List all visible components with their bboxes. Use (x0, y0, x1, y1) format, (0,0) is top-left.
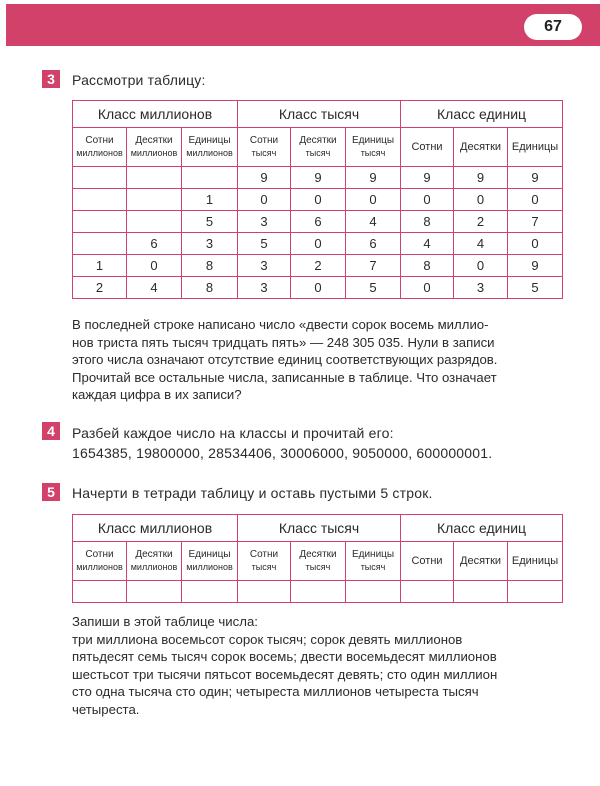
table-cell: 6 (127, 233, 182, 255)
table-cell: 2 (291, 255, 346, 277)
table-cell: 6 (291, 211, 346, 233)
task-3-title: Рассмотри таблицу: (72, 72, 206, 88)
column-header-bottom: миллионов (130, 562, 178, 572)
class-units-header: Класс единиц (401, 515, 563, 542)
empty-cell (238, 581, 291, 603)
class-millions-header: Класс миллионов (73, 101, 238, 128)
column-header (401, 128, 454, 167)
column-header-top: Сотни (85, 549, 114, 560)
column-header-top: Единицы (511, 555, 559, 567)
table-row (73, 255, 563, 277)
column-header-top: Десятки (299, 135, 337, 146)
empty-cell (73, 581, 127, 603)
table-cell: 0 (508, 189, 563, 211)
table-cell (127, 167, 182, 189)
column-header-bottom: тысяч (251, 148, 277, 158)
column-header (454, 542, 508, 581)
table-row (73, 189, 563, 211)
table-cell: 5 (182, 211, 238, 233)
table-cell: 8 (401, 255, 454, 277)
column-header-top: Десятки (135, 549, 173, 560)
column-header (508, 542, 563, 581)
column-header (401, 542, 454, 581)
column-header-bottom: миллионов (186, 148, 233, 158)
table-cell: 0 (508, 233, 563, 255)
table-cell: 3 (238, 255, 291, 277)
table-cell: 9 (346, 167, 401, 189)
column-header-bottom: миллионов (130, 148, 178, 158)
column-header-bottom: миллионов (76, 148, 123, 158)
empty-cell (346, 581, 401, 603)
task-4-title: Разбей каждое число на классы и прочитай его: (72, 425, 394, 441)
task-4-numbers: 1654385, 19800000, 28534406, 30006000, 9050000, 600000001. (72, 445, 493, 461)
table-cell: 4 (346, 211, 401, 233)
table-cell (182, 167, 238, 189)
column-header-bottom: тысяч (360, 148, 386, 158)
column-header-top: Сотни (411, 555, 443, 567)
paragraph-line: нов триста пять тысяч тридцать пять» — 248 305 035. Нули в записи (72, 334, 495, 350)
table-cell: 5 (238, 233, 291, 255)
paragraph-line: Запиши в этой таблице числа: (72, 614, 258, 629)
column-header-top: Единицы (511, 141, 559, 153)
table-cell: 0 (291, 189, 346, 211)
table-cell (73, 189, 127, 211)
column-header-bottom: тысяч (305, 562, 331, 572)
column-header-top: Сотни (85, 135, 114, 146)
empty-cell (127, 581, 182, 603)
table-cell: 9 (238, 167, 291, 189)
column-header (73, 128, 127, 167)
empty-cell (401, 581, 454, 603)
table-cell: 9 (291, 167, 346, 189)
column-header-top: Единицы (188, 549, 231, 560)
table-cell: 0 (346, 189, 401, 211)
paragraph-line: этого числа означают отсутствие единиц соответствующих разрядов. (72, 352, 498, 367)
paragraph-line: сто одна тысяча сто один; четыреста миллионов четыреста тысяч (72, 684, 479, 699)
table-cell: 6 (346, 233, 401, 255)
column-header-top: Десятки (460, 141, 502, 153)
column-header-top: Десятки (135, 135, 173, 146)
column-header-top: Единицы (188, 135, 231, 146)
paragraph-line: три миллиона восемьсот сорок тысяч; сорок девять миллионов (72, 631, 463, 647)
column-header-top: Десятки (460, 555, 502, 567)
paragraph-line: каждая цифра в их записи? (72, 387, 242, 402)
table-cell: 9 (401, 167, 454, 189)
empty-cell (182, 581, 238, 603)
table-cell: 0 (127, 255, 182, 277)
table-cell: 0 (454, 189, 508, 211)
column-header-top: Десятки (299, 549, 337, 560)
table-row (73, 277, 563, 299)
column-header (238, 542, 291, 581)
column-header (291, 128, 346, 167)
class-units-header: Класс единиц (401, 101, 563, 128)
table-cell: 5 (508, 277, 563, 299)
table-cell: 7 (508, 211, 563, 233)
table-cell: 8 (182, 255, 238, 277)
table-cell: 8 (401, 211, 454, 233)
table-cell: 4 (401, 233, 454, 255)
table-cell: 8 (182, 277, 238, 299)
table-cell: 0 (454, 255, 508, 277)
table-cell: 3 (238, 211, 291, 233)
table-cell: 3 (238, 277, 291, 299)
column-header-bottom: тысяч (251, 562, 277, 572)
task-5-number: 5 (42, 483, 60, 501)
column-header (182, 128, 238, 167)
column-header (238, 128, 291, 167)
table-cell: 2 (73, 277, 127, 299)
paragraph-line: В последней строке написано число «двести сорок восемь миллио- (72, 317, 489, 332)
column-header-top: Единицы (351, 549, 395, 560)
empty-row (73, 581, 563, 603)
empty-cell (508, 581, 563, 603)
table-cell: 0 (401, 277, 454, 299)
table-cell: 3 (182, 233, 238, 255)
column-header (346, 542, 401, 581)
column-header (73, 542, 127, 581)
paragraph-line: пятьдесят семь тысяч сорок восемь; двести восемьдесят миллионов (72, 649, 497, 664)
paragraph-line: Прочитай все остальные числа, записанные в таблице. Что означает (72, 369, 497, 385)
column-header-top: Сотни (249, 135, 279, 146)
task-4-number: 4 (42, 422, 60, 440)
table-cell (73, 167, 127, 189)
column-header-top: Единицы (351, 135, 395, 146)
table-cell: 0 (291, 233, 346, 255)
page-number: 67 (524, 14, 582, 40)
column-header-bottom: миллионов (76, 562, 123, 572)
table-cell: 1 (182, 189, 238, 211)
empty-cell (291, 581, 346, 603)
table-row (73, 233, 563, 255)
column-header (508, 128, 563, 167)
task-5-title: Начерти в тетради таблицу и оставь пустыми 5 строк. (72, 485, 433, 501)
column-header-top: Сотни (249, 549, 279, 560)
column-header (182, 542, 238, 581)
table-cell: 2 (454, 211, 508, 233)
place-value-table (72, 100, 563, 299)
table-cell: 7 (346, 255, 401, 277)
table-cell: 1 (73, 255, 127, 277)
table-cell: 0 (238, 189, 291, 211)
paragraph-line: четыреста. (72, 701, 140, 717)
column-header (291, 542, 346, 581)
column-header (127, 542, 182, 581)
table-cell (73, 211, 127, 233)
column-header (346, 128, 401, 167)
table-cell (127, 189, 182, 211)
task-5-paragraph (72, 613, 567, 718)
table-cell: 0 (401, 189, 454, 211)
table-cell: 9 (508, 167, 563, 189)
column-header-bottom: тысяч (305, 148, 331, 158)
table-cell: 4 (127, 277, 182, 299)
table-cell (73, 233, 127, 255)
class-thousands-header: Класс тысяч (238, 515, 401, 542)
class-millions-header: Класс миллионов (73, 515, 238, 542)
empty-cell (454, 581, 508, 603)
column-header-top: Сотни (411, 141, 443, 153)
column-header-bottom: тысяч (360, 562, 386, 572)
table-cell: 0 (291, 277, 346, 299)
table-cell (127, 211, 182, 233)
column-header (127, 128, 182, 167)
task-3-number: 3 (42, 70, 60, 88)
class-thousands-header: Класс тысяч (238, 101, 401, 128)
page-header-bar (6, 4, 600, 46)
table-row (73, 167, 563, 189)
empty-place-value-table (72, 514, 563, 603)
column-header (454, 128, 508, 167)
paragraph-line: шестьсот три тысячи пятьсот восемьдесят девять; сто один миллион (72, 666, 498, 682)
table-cell: 9 (508, 255, 563, 277)
table-row (73, 211, 563, 233)
column-header-bottom: миллионов (186, 562, 233, 572)
task-3-paragraph (72, 316, 567, 404)
table-cell: 5 (346, 277, 401, 299)
table-cell: 4 (454, 233, 508, 255)
table-cell: 3 (454, 277, 508, 299)
table-cell: 9 (454, 167, 508, 189)
